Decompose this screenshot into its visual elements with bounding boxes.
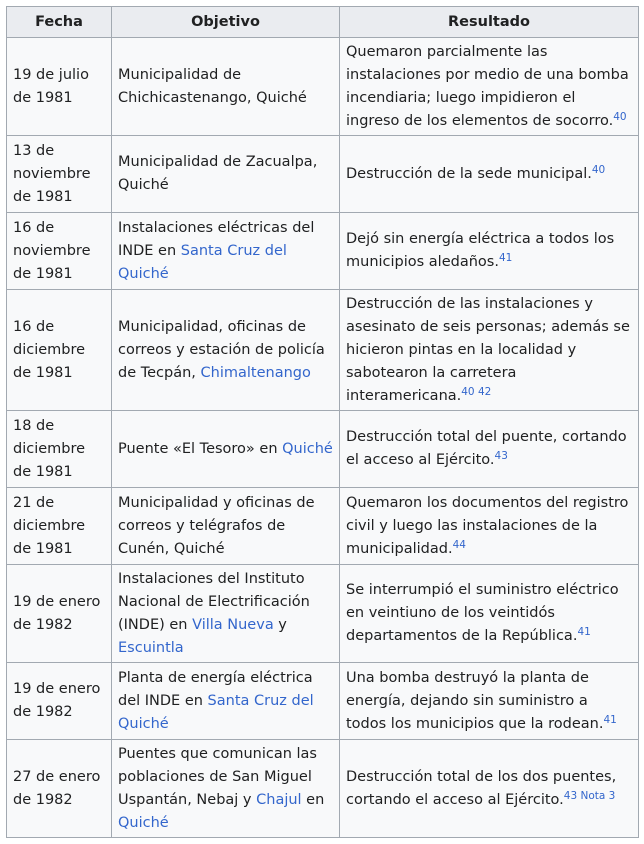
- cell-fecha: 21 de diciembre de 1981: [7, 488, 112, 565]
- cell-fecha: 16 de diciembre de 1981: [7, 290, 112, 411]
- cell-resultado: [340, 565, 639, 663]
- cell-fecha: 19 de julio de 1981: [7, 38, 112, 136]
- table-row: [7, 290, 639, 411]
- cell-objetivo: [112, 740, 340, 838]
- events-table: [6, 6, 639, 838]
- cell-objetivo: [112, 488, 340, 565]
- cell-text: Quemaron los documentos del registro civil y luego las instalaciones de la municipalidad.: [346, 494, 629, 557]
- cell-text: Instalaciones eléctricas del INDE en: [118, 219, 315, 259]
- cell-resultado: [340, 136, 639, 213]
- cell-resultado: [340, 740, 639, 838]
- reference-link[interactable]: 40 42: [461, 385, 492, 398]
- place-link[interactable]: Santa Cruz del Quiché: [118, 242, 287, 282]
- cell-fecha: 16 de noviembre de 1981: [7, 213, 112, 290]
- cell-fecha: 18 de diciembre de 1981: [7, 411, 112, 488]
- cell-text: Destrucción de la sede municipal.: [346, 165, 592, 182]
- header-row: [7, 7, 639, 38]
- table-row: [7, 565, 639, 663]
- cell-fecha: 27 de enero de 1982: [7, 740, 112, 838]
- cell-resultado: [340, 663, 639, 740]
- cell-objetivo: [112, 411, 340, 488]
- cell-text: Puente «El Tesoro» en: [118, 440, 283, 457]
- place-link[interactable]: Chimaltenango: [200, 364, 311, 381]
- place-link[interactable]: Quiché: [118, 814, 169, 831]
- cell-text: Destrucción de las instalaciones y asesinato de seis personas; además se hicieron pintas en la localidad y sabotearon la carretera interamericana.: [346, 295, 630, 404]
- cell-objetivo: [112, 290, 340, 411]
- reference-link[interactable]: 43 Nota 3: [563, 789, 616, 802]
- place-link[interactable]: Chajul: [256, 791, 302, 808]
- cell-resultado: [340, 38, 639, 136]
- cell-objetivo: [112, 38, 340, 136]
- cell-resultado: [340, 213, 639, 290]
- reference-link[interactable]: 41: [498, 252, 513, 264]
- cell-objetivo: [112, 213, 340, 290]
- place-link[interactable]: Santa Cruz del Quiché: [118, 692, 314, 732]
- cell-resultado: [340, 290, 639, 411]
- cell-text: Destrucción total de los dos puentes, cortando el acceso al Ejército.: [346, 768, 617, 808]
- col-header-resultado[interactable]: Resultado: [340, 7, 639, 38]
- reference-link[interactable]: 44: [452, 538, 466, 551]
- col-header-fecha[interactable]: Fecha: [7, 7, 112, 38]
- cell-objetivo: [112, 565, 340, 663]
- cell-text: Se interrumpió el suministro eléctrico en veintiuno de los veintidós departamentos de la República.: [346, 582, 619, 644]
- table-row: [7, 488, 639, 565]
- reference-link[interactable]: 43: [494, 450, 508, 462]
- cell-text: Municipalidad de Zacualpa, Quiché: [118, 154, 318, 193]
- cell-fecha: 19 de enero de 1982: [7, 565, 112, 663]
- place-link[interactable]: Quiché: [282, 440, 333, 457]
- cell-objetivo: [112, 136, 340, 213]
- cell-objetivo: [112, 663, 340, 740]
- reference-link[interactable]: 40: [613, 110, 627, 123]
- reference-link[interactable]: 41: [603, 713, 617, 726]
- cell-resultado: [340, 411, 639, 488]
- table-row: [7, 38, 639, 136]
- reference-link[interactable]: 40: [591, 163, 606, 176]
- cell-text: Municipalidad y oficinas de correos y telégrafos de Cunén, Quiché: [118, 494, 315, 557]
- cell-text: Una bomba destruyó la planta de energía, dejando sin suministro a todos los municipios que la rodean.: [346, 669, 604, 732]
- table-row: [7, 740, 639, 838]
- table-row: [7, 213, 639, 290]
- cell-text: Planta de energía eléctrica del INDE en: [118, 669, 313, 709]
- cell-text: en: [301, 791, 325, 808]
- cell-text: y: [273, 616, 287, 633]
- cell-text: Dejó sin energía eléctrica a todos los municipios aledaños.: [346, 231, 615, 270]
- col-header-objetivo[interactable]: Objetivo: [112, 7, 340, 38]
- cell-text: Destrucción total del puente, cortando el acceso al Ejército.: [346, 429, 627, 468]
- cell-text: Municipalidad de Chichicastenango, Quiché: [118, 66, 307, 106]
- place-link[interactable]: Escuintla: [118, 639, 184, 656]
- cell-fecha: 19 de enero de 1982: [7, 663, 112, 740]
- cell-text: Instalaciones del Instituto Nacional de Electrificación (INDE) en: [118, 570, 310, 633]
- cell-fecha: 13 de noviembre de 1981: [7, 136, 112, 213]
- table-row: [7, 136, 639, 213]
- cell-text: Puentes que comunican las poblaciones de San Miguel Uspantán, Nebaj y: [118, 745, 317, 808]
- reference-link[interactable]: 41: [577, 626, 591, 638]
- table-row: [7, 663, 639, 740]
- table-row: [7, 411, 639, 488]
- cell-text: Quemaron parcialmente las instalaciones por medio de una bomba incendiaria; luego impidieron el ingreso de los elementos de socorro.: [346, 43, 629, 129]
- place-link[interactable]: Villa Nueva: [192, 616, 274, 633]
- cell-resultado: [340, 488, 639, 565]
- cell-text: Municipalidad, oficinas de correos y estación de policía de Tecpán,: [118, 318, 325, 381]
